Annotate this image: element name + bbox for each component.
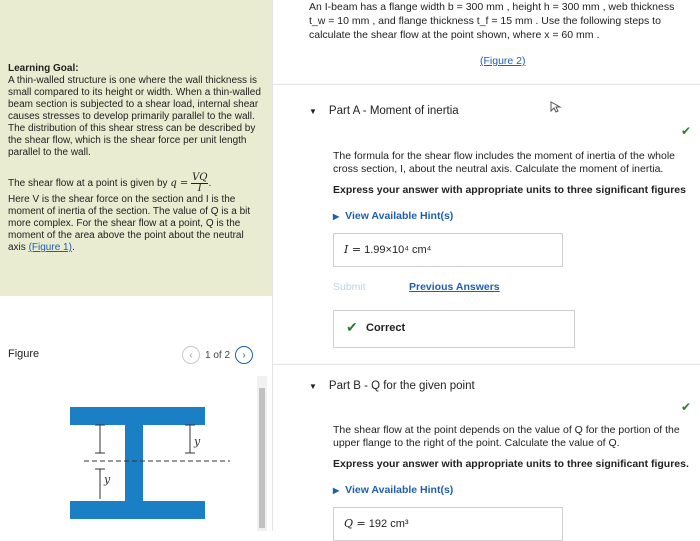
answer-lhs: Q = bbox=[344, 517, 366, 530]
scrollbar-thumb[interactable] bbox=[259, 388, 265, 528]
intro-line1: An I-beam has a flange width b = 300 mm , height h = 300 mm , web thickness bbox=[309, 1, 675, 13]
learning-goal-para3: Here V is the shear force on the section and I is the moment of inertia of the section. The value of Q is a bit more complex. For the shear flow at a point, Q is the moment of the area above the point about the neutral axis bbox=[8, 194, 251, 253]
submit-button[interactable]: Submit bbox=[333, 281, 366, 293]
pointer-cursor-icon bbox=[549, 100, 563, 114]
bottom-flange bbox=[70, 501, 205, 519]
check-icon: ✔ bbox=[681, 124, 692, 138]
answer-lhs: I = bbox=[344, 243, 362, 256]
intro-line3: calculate the shear flow at the point shown, where x = 60 mm . bbox=[309, 29, 600, 41]
answer-value: 192 cm³ bbox=[368, 518, 409, 530]
web bbox=[125, 425, 143, 511]
problem-intro bbox=[309, 0, 700, 42]
caret-down-icon: ▼ bbox=[309, 106, 317, 116]
previous-answers-link[interactable]: Previous Answers bbox=[409, 281, 500, 293]
i-beam-figure bbox=[60, 385, 250, 531]
part-a-answer bbox=[344, 243, 431, 256]
answer-value: 1.99×10⁴ cm⁴ bbox=[364, 244, 432, 256]
chevron-right-icon[interactable]: › bbox=[235, 346, 253, 364]
chevron-left-icon[interactable]: ‹ bbox=[182, 346, 200, 364]
shear-flow-formula bbox=[191, 173, 208, 194]
part-b-answer-box[interactable] bbox=[333, 507, 563, 541]
part-a-instruction: Express your answer with appropriate units to three significant figures bbox=[333, 184, 686, 196]
check-icon: ✔ bbox=[681, 400, 692, 414]
part-b-hint-link[interactable] bbox=[333, 484, 453, 496]
part-b-instruction: Express your answer with appropriate units to three significant figures. bbox=[333, 458, 689, 470]
divider bbox=[273, 364, 700, 365]
caret-right-icon: ▶ bbox=[333, 212, 340, 221]
correct-feedback bbox=[333, 310, 575, 348]
part-a-body: The formula for the shear flow includes the moment of inertia of the whole cross section, I, about the neutral axis. Calculate the moment of inertia. bbox=[333, 150, 676, 175]
part-a-hint-link[interactable] bbox=[333, 210, 453, 222]
figure-scrollbar[interactable] bbox=[257, 376, 267, 531]
check-icon: ✔ bbox=[346, 319, 358, 335]
part-b-header[interactable] bbox=[309, 380, 475, 392]
caret-right-icon: ▶ bbox=[333, 486, 340, 495]
formula-denominator: I bbox=[197, 183, 202, 194]
label-y-right: y bbox=[194, 435, 201, 448]
part-a-title: Part A - Moment of inertia bbox=[328, 105, 459, 117]
top-flange bbox=[70, 407, 205, 425]
label-y-bottom: y bbox=[104, 473, 111, 486]
figure-2-link[interactable]: (Figure 2) bbox=[480, 55, 526, 67]
formula-numerator: VQ bbox=[192, 172, 208, 183]
figure-header bbox=[0, 340, 272, 370]
shear-flow-lead: The shear flow at a point is given by bbox=[8, 178, 168, 190]
part-b-title: Part B - Q for the given point bbox=[328, 380, 475, 392]
hint-label: View Available Hint(s) bbox=[345, 484, 454, 496]
divider bbox=[273, 84, 700, 85]
figure-title: Figure bbox=[8, 348, 40, 360]
figure-pager bbox=[182, 346, 253, 364]
part-a-answer-box[interactable] bbox=[333, 233, 563, 267]
learning-goal-text: Learning Goal: A thin-walled structure is one where the wall thickness is small compared to its height or width. When a thin-walled beam section is subjected to a shear load, internal shear causes stresses to develop primarily parallel to the wall. The distribution of this shear stress can be described by the shear flow, which is the shear force per unit length parallel to the wall. The shear flow at a point is given by q = $\frac{VQ}{I}$ . Here V is the shear force on the section and I is the moment of inertia of the section. The value of Q is a bit more complex. For the shear flow at a point, Q is the moment of the area above the point about the neutral axis (Figure 1). bbox=[8, 63, 261, 253]
part-b-body: The shear flow at the point depends on the value of Q for the portion of the upper flange to the right of the point. Calculate the value of Q. bbox=[333, 424, 680, 449]
caret-down-icon: ▼ bbox=[309, 381, 317, 391]
learning-goal-heading: Learning Goal: bbox=[8, 63, 79, 74]
learning-goal-para1: A thin-walled structure is one where the wall thickness is small compared to its height or width. When a thin-walled beam section is subjected to a shear load, internal shear causes stresses to develop primarily parallel to the wall. The distribution of this shear stress can be described by the shear flow, which is the shear force per unit length parallel to the wall. bbox=[8, 75, 261, 158]
intro-line2: t_w = 10 mm , and flange thickness t_f = 15 mm . Use the following steps to bbox=[309, 15, 661, 27]
figure-1-link[interactable]: (Figure 1) bbox=[28, 242, 72, 253]
hint-label: View Available Hint(s) bbox=[345, 210, 454, 222]
part-b-answer bbox=[344, 517, 409, 530]
formula-lhs: q = bbox=[170, 178, 189, 190]
part-a-header[interactable] bbox=[309, 105, 459, 117]
pager-text: 1 of 2 bbox=[205, 349, 231, 361]
right-panel bbox=[273, 0, 700, 531]
correct-label: Correct bbox=[366, 322, 406, 334]
